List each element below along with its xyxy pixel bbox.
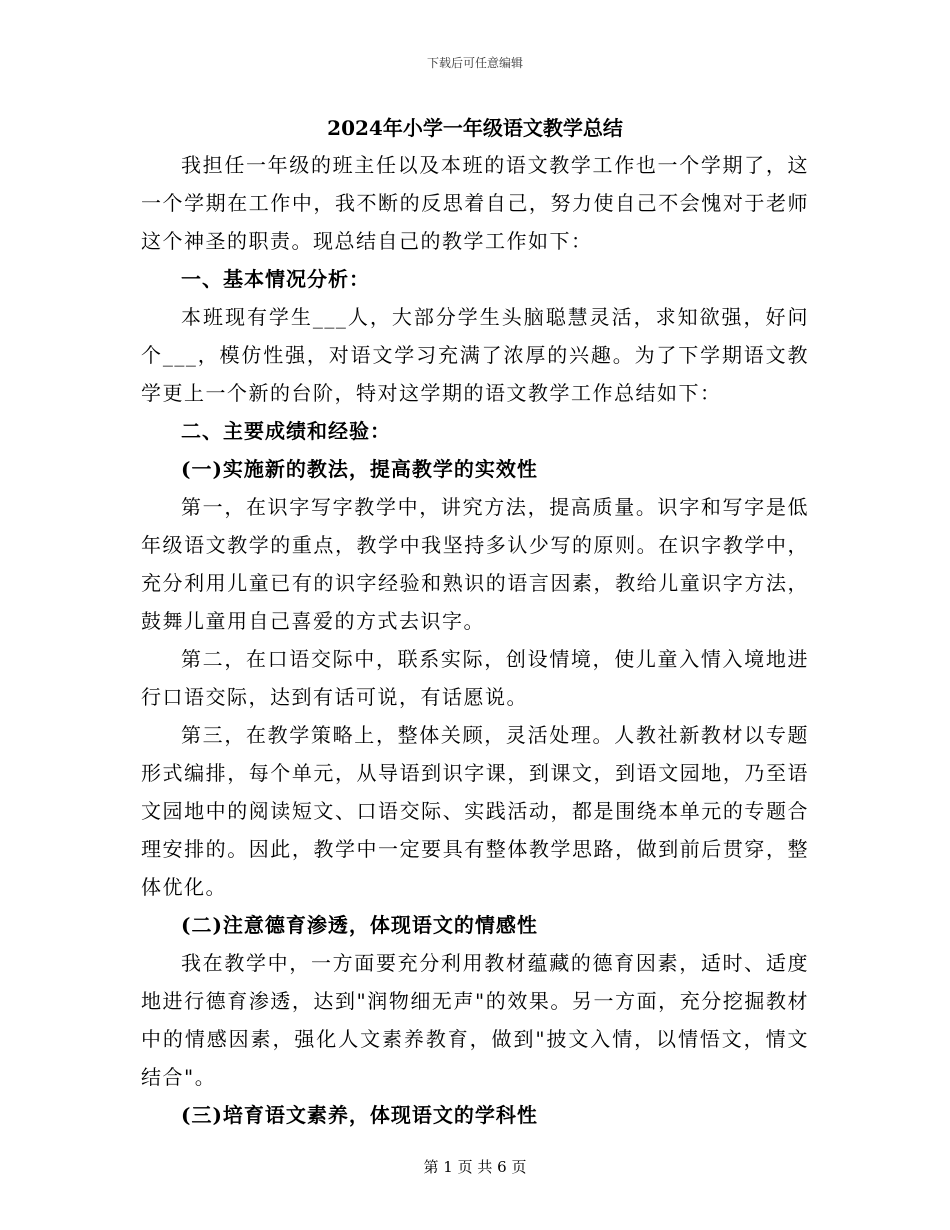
page-footer: 第 1 页 共 6 页 — [423, 1158, 527, 1176]
document-title: 2024年小学一年级语文教学总结 — [327, 116, 623, 140]
paragraph-moral: 我在教学中，一方面要充分利用教材蕴藏的德育因素，适时、适度地进行德育渗透，达到"润物细无声"的效果。另一方面，充分挖掘教材中的情感因素，强化人文素养教育，做到"披文入情，以情悟文，情文结合"。 — [141, 951, 809, 1089]
heading-subsection-3: (三)培育语文素养，体现语文的学科性 — [181, 1103, 538, 1127]
document-body — [141, 110, 809, 1134]
paragraph-situation: 本班现有学生___人，大部分学生头脑聪慧灵活，求知欲强，好问个___，模仿性强，对语文学习充满了浓厚的兴趣。为了下学期语文教学更上一个新的台阶，特对这学期的语文教学工作总结如下： — [141, 305, 809, 405]
paragraph-intro: 我担任一年级的班主任以及本班的语文教学工作也一个学期了，这一个学期在工作中，我不断的反思着自己，努力使自己不会愧对于老师这个神圣的职责。现总结自己的教学工作如下： — [141, 153, 809, 253]
header-note: 下载后可任意编辑 — [426, 56, 523, 70]
heading-subsection-2: (二)注意德育渗透，体现语文的情感性 — [181, 913, 538, 937]
heading-section-2: 二、主要成绩和经验： — [181, 419, 391, 443]
paragraph-oral: 第二，在口语交际中，联系实际，创设情境，使儿童入情入境地进行口语交际，达到有话可说，有话愿说。 — [141, 647, 809, 709]
paragraph-literacy: 第一，在识字写字教学中，讲究方法，提高质量。识字和写字是低年级语文教学的重点，教学中我坚持多认少写的原则。在识字教学中，充分利用儿童已有的识字经验和熟识的语言因素，教给儿童识字方法，鼓舞儿童用自己喜爱的方式去识字。 — [141, 495, 809, 633]
heading-section-1: 一、基本情况分析： — [181, 267, 370, 291]
heading-subsection-1: (一)实施新的教法，提高教学的实效性 — [181, 457, 538, 481]
paragraph-strategy: 第三，在教学策略上，整体关顾，灵活处理。人教社新教材以专题形式编排，每个单元，从导语到识字课，到课文，到语文园地，乃至语文园地中的阅读短文、口语交际、实践活动，都是围绕本单元的专题合理安排的。因此，教学中一定要具有整体教学思路，做到前后贯穿，整体优化。 — [141, 723, 809, 899]
